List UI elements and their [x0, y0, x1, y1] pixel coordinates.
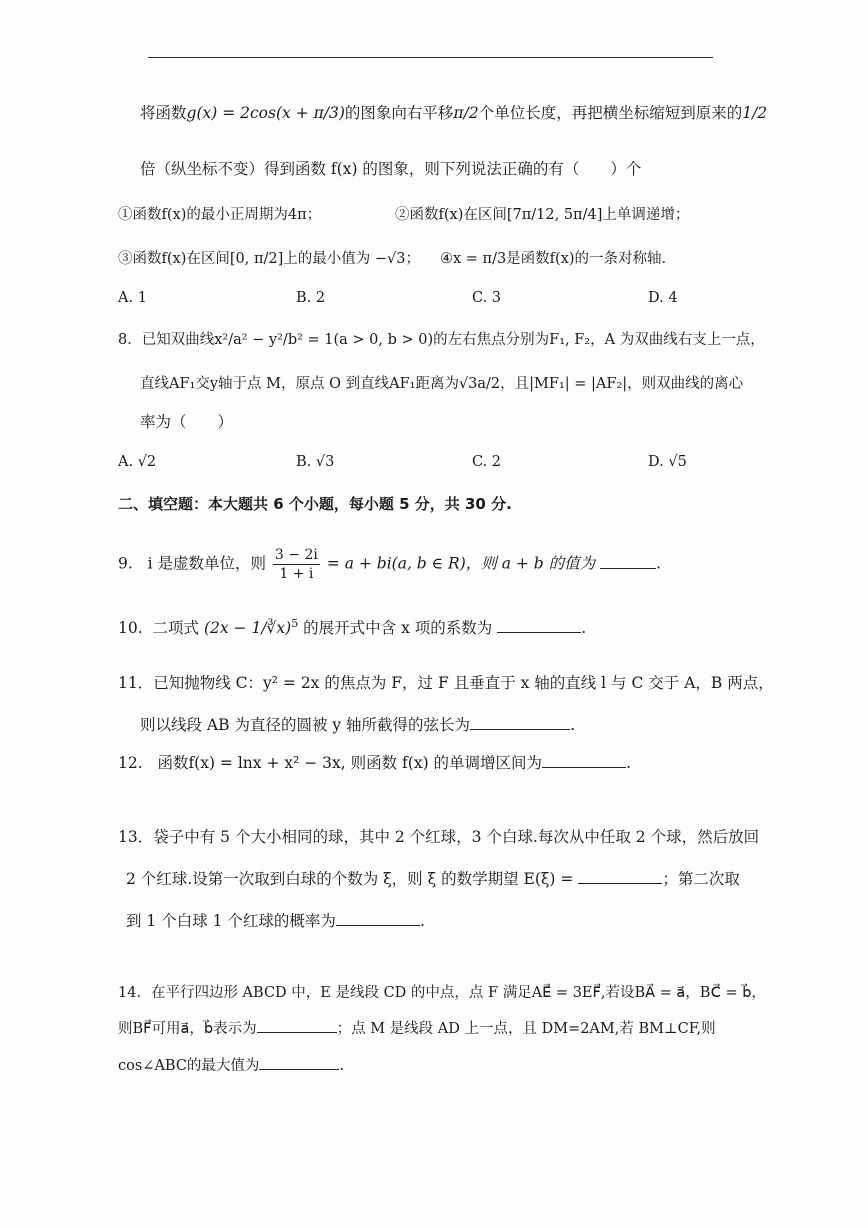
- q7-statement-3: ③函数f(x)在区间[0, π/2]上的最小值为 −√3；: [118, 251, 420, 267]
- q10-answer-blank[interactable]: [497, 618, 581, 633]
- q13-line1: 13．袋子中有 5 个大小相同的球，其中 2 个红球，3 个白球.每次从中任取 2 个球，然后放回: [118, 828, 760, 846]
- q10-text: 的展开式中含 x 项的系数为: [303, 619, 493, 638]
- q10-binomial-expression: (2x − 1/∛x): [203, 619, 292, 638]
- q10-text: 二项式: [152, 619, 200, 638]
- q12-line: [118, 753, 631, 773]
- q13-line3: [126, 911, 425, 931]
- q8-option-b: B. √3: [296, 454, 335, 470]
- q8-option-c: C. 2: [472, 454, 502, 470]
- q14-line1: 14．在平行四边形 ABCD 中，E 是线段 CD 的中点，点 F 满足AE⃗ = 3EF⃗,若设BA⃗ = a⃗，BC⃗ = b⃗，: [118, 985, 766, 1001]
- q9-fraction-numerator: 3 − 2i: [274, 547, 318, 563]
- q10-number: 10.: [118, 619, 143, 638]
- q11-line1: 11．已知抛物线 C：y² = 2x 的焦点为 F，过 F 且垂直于 x 轴的直线 l 与 C 交于 A，B 两点，: [118, 674, 774, 692]
- q12-end-period: .: [626, 754, 631, 772]
- q7-text: 将函数: [140, 104, 187, 122]
- header-rule: [148, 57, 713, 58]
- q12-number: 12.: [118, 754, 143, 772]
- q14-text: cos∠ABC的最大值为: [118, 1058, 260, 1074]
- q9-text: i 是虚数单位，则: [147, 554, 266, 573]
- q10-exponent: 5: [291, 617, 299, 630]
- q12-text: 函数f(x) = lnx + x² − 3x, 则函数 f(x) 的单调增区间为: [157, 754, 543, 772]
- q9-text: = a + bi(a, b ∈ R)，则 a + b 的值为: [326, 554, 596, 573]
- q14-end-period: .: [339, 1058, 345, 1074]
- q7-option-a: A. 1: [118, 290, 147, 306]
- q10-end-period: .: [581, 619, 587, 638]
- q14-answer-blank-2[interactable]: [259, 1055, 339, 1070]
- q9-number: 9.: [118, 554, 133, 573]
- q13-text: ；第二次取: [662, 870, 740, 888]
- q7-text: 的图象向右平移: [344, 104, 454, 122]
- q7-statement-2: ②函数f(x)在区间[7π/12, 5π/4]上单调递增；: [395, 207, 690, 223]
- section-heading-fill-in: 二、填空题：本大题共 6 个小题，每小题 5 分，共 30 分.: [118, 495, 512, 513]
- q11-text: 则以线段 AB 为直径的圆被 y 轴所截得的弦长为: [140, 716, 471, 734]
- q13-end-period: .: [419, 912, 425, 930]
- q11-end-period: .: [570, 716, 575, 734]
- q14-text: ；点 M 是线段 AD 上一点，且 DM=2AM,若 BM⊥CF,则: [336, 1021, 716, 1037]
- q7-text: 个单位长度，再把横坐标缩短到原来的: [478, 104, 743, 122]
- q13-text: 到 1 个白球 1 个红球的概率为: [126, 912, 336, 930]
- q13-answer-blank-1[interactable]: [578, 869, 662, 884]
- q7-function-g: g(x) = 2cos(x + π/3): [186, 104, 345, 122]
- q7-statement-1: ①函数f(x)的最小正周期为4π；: [118, 207, 322, 223]
- q13-text: 2 个红球.设第一次取到白球的个数为 ξ，则 ξ 的数学期望 E(ξ) =: [126, 870, 574, 888]
- q8-line2: 直线AF₁交y轴于点 M，原点 O 到直线AF₁距离为√3a/2，且|MF₁| = |AF₂|，则双曲线的离心: [140, 376, 744, 392]
- q10-line: [118, 614, 586, 638]
- q11-answer-blank[interactable]: [470, 715, 570, 730]
- q8-option-a: A. √2: [118, 454, 157, 470]
- q9-line: [118, 546, 661, 583]
- q7-line1: [140, 103, 767, 123]
- q9-fraction-denominator: 1 + i: [279, 566, 314, 582]
- q7-ratio: 1/2: [742, 104, 768, 122]
- q7-shift-value: π/2: [453, 104, 479, 122]
- q7-line2: 倍（纵坐标不变）得到函数 f(x) 的图象，则下列说法正确的有（ ）个: [140, 160, 642, 178]
- q7-option-b: B. 2: [296, 290, 326, 306]
- q7-option-c: C. 3: [472, 290, 502, 306]
- q9-end-period: .: [656, 554, 662, 573]
- q8-line1: 8．已知双曲线x²/a² − y²/b² = 1(a > 0, b > 0)的左右焦点分别为F₁, F₂，A 为双曲线右支上一点，: [118, 332, 765, 348]
- q12-answer-blank[interactable]: [542, 753, 626, 768]
- q11-line2: [140, 715, 575, 735]
- q8-line3: 率为（ ）: [140, 413, 234, 431]
- q14-line3: [118, 1055, 344, 1076]
- q7-option-d: D. 4: [648, 290, 678, 306]
- q14-answer-blank-1[interactable]: [257, 1018, 337, 1033]
- q9-fraction: [273, 546, 320, 583]
- q8-option-d: D. √5: [648, 454, 687, 470]
- q14-text: 则BF⃗可用a⃗，b⃗表示为: [118, 1021, 257, 1037]
- q9-answer-blank[interactable]: [600, 554, 656, 569]
- q13-answer-blank-2[interactable]: [336, 911, 420, 926]
- q14-line2: [118, 1018, 716, 1039]
- q13-line2: [126, 869, 740, 889]
- q7-statement-4: ④x = π/3是函数f(x)的一条对称轴.: [440, 251, 667, 267]
